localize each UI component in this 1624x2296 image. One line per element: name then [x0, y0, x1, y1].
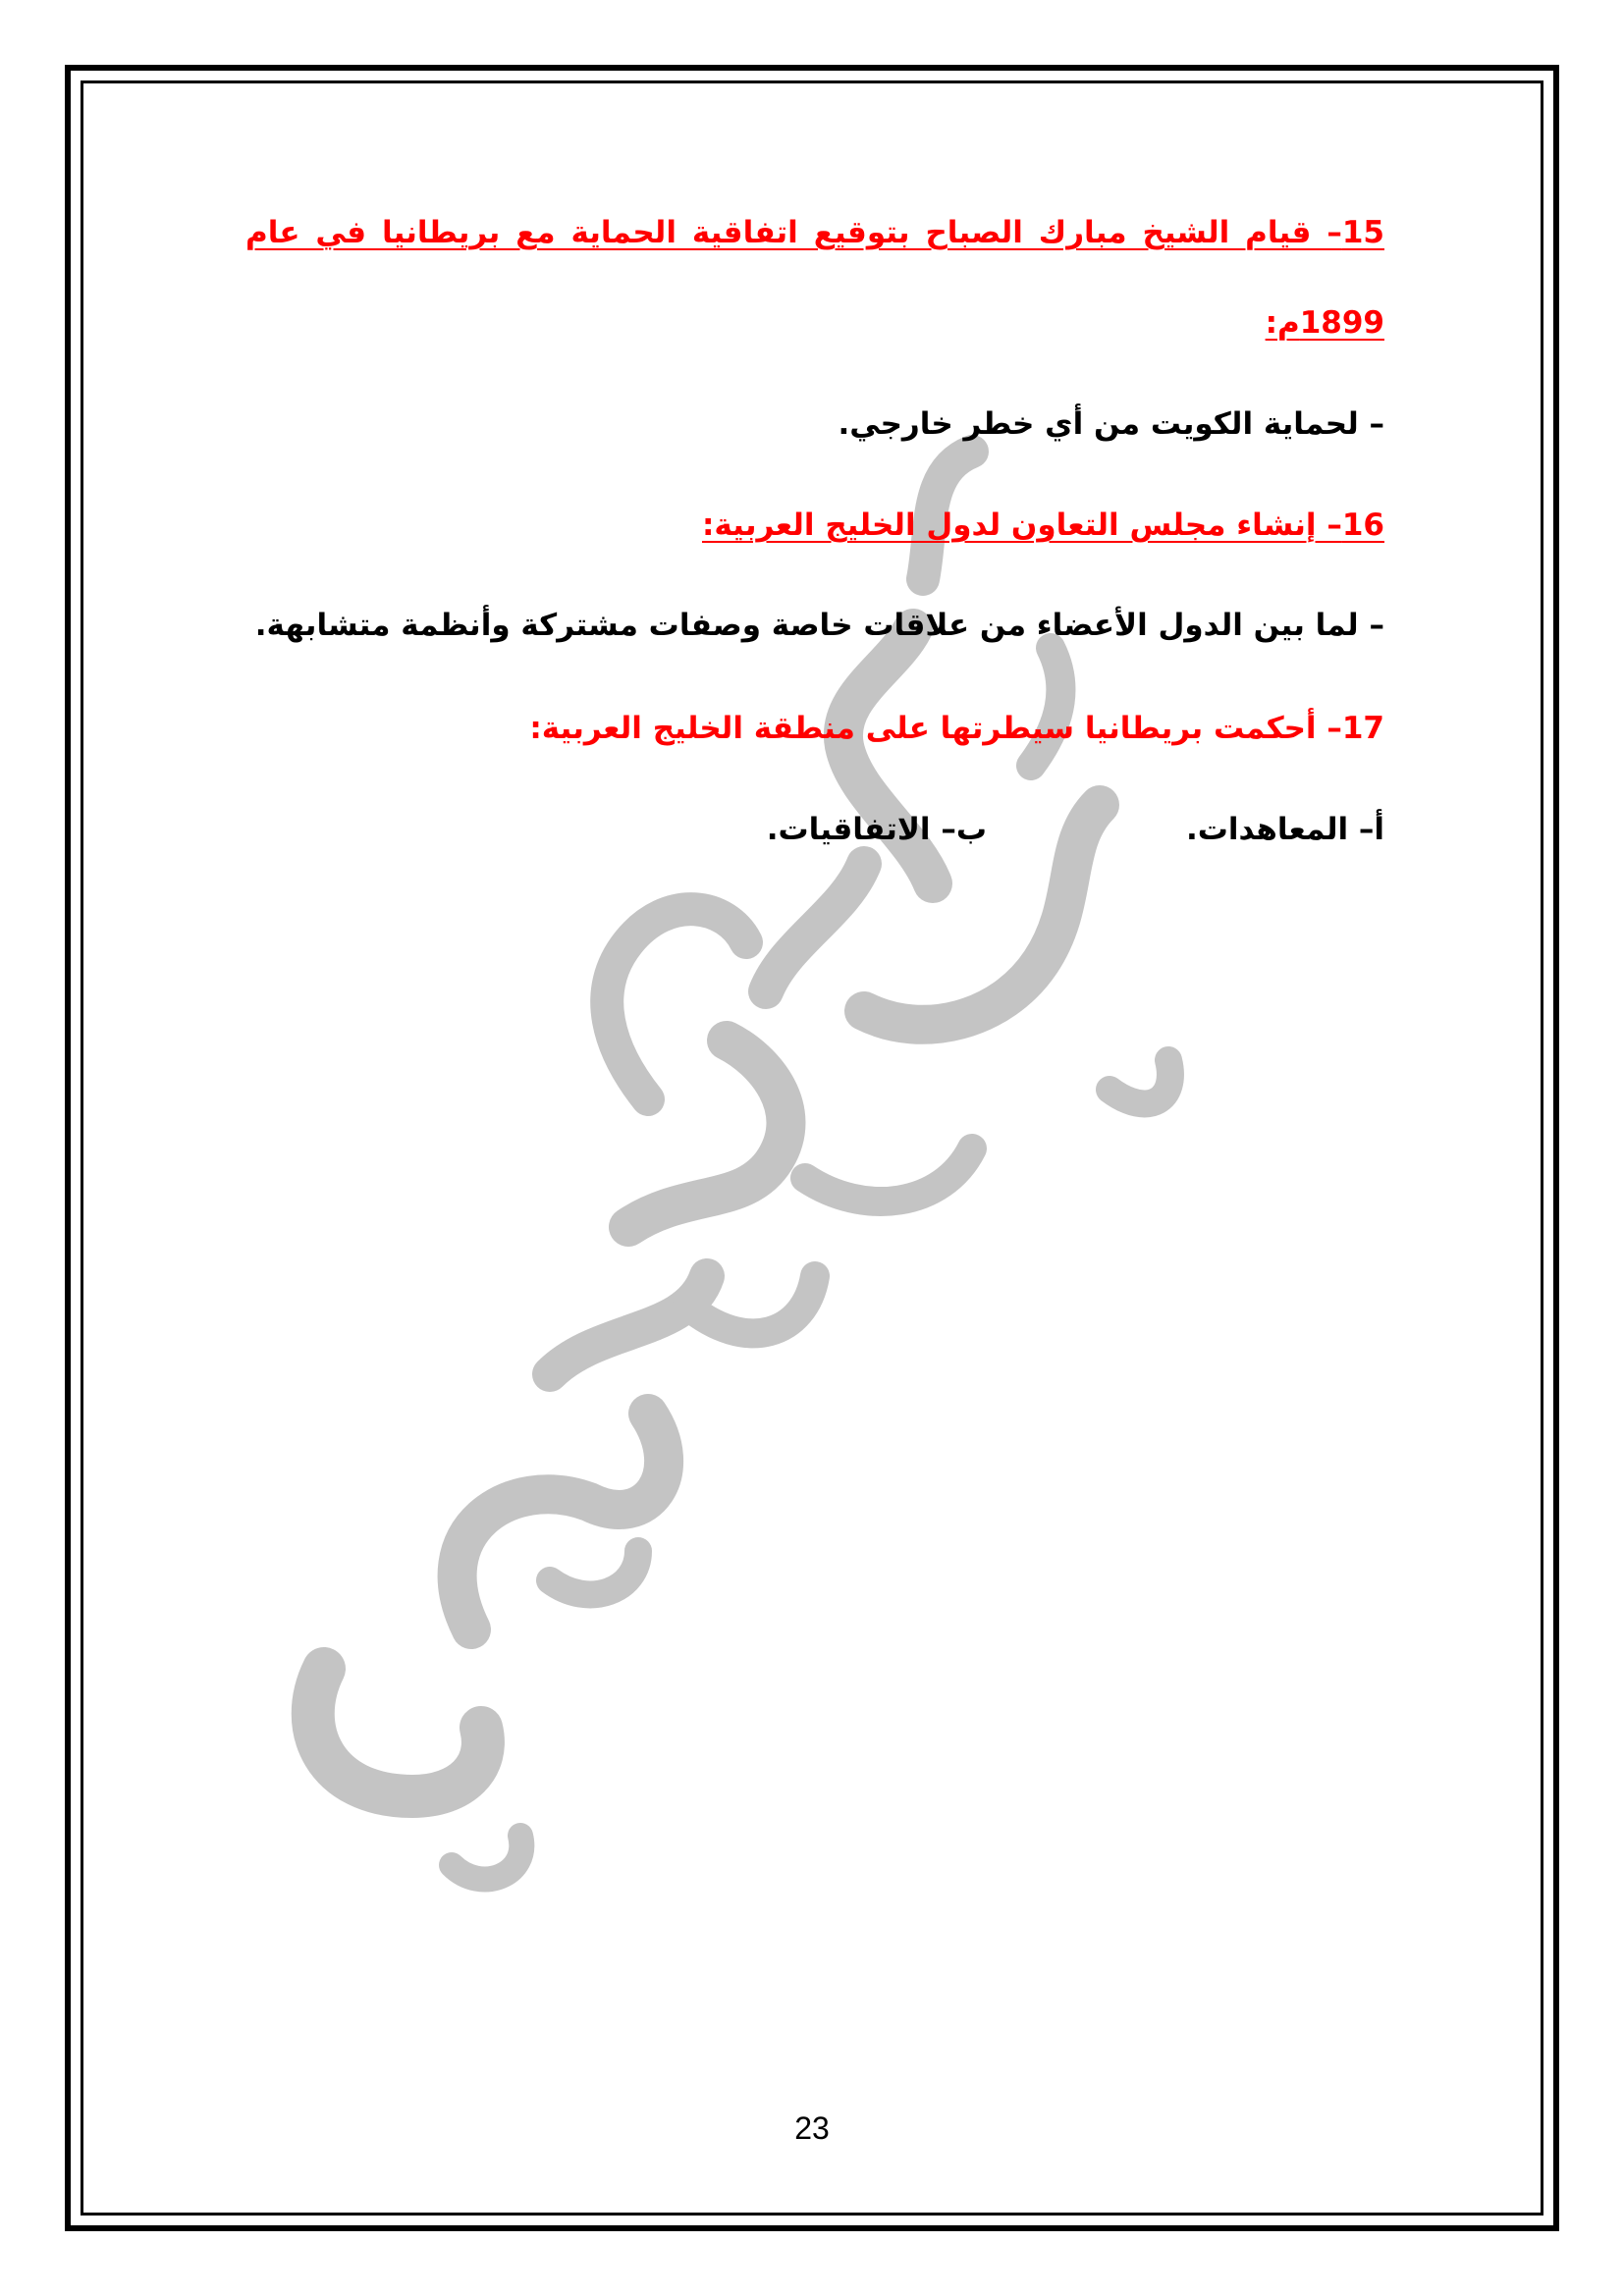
- question-17-option-b: ب– الاتفاقيات.: [766, 812, 987, 847]
- question-16-title: 16– إنشاء مجلس التعاون لدول الخليج العربية:: [701, 507, 1384, 543]
- question-17-option-a: أ– المعاهدات.: [1185, 812, 1384, 847]
- question-17-title: 17– أحكمت بريطانيا سيطرتها على منطقة الخليج العربية:: [529, 711, 1384, 746]
- question-15-answer: – لحماية الكويت من أي خطر خارجي.: [838, 406, 1384, 442]
- question-15-title-line1: 15– قيام الشيخ مبارك الصباح بتوقيع اتفاقية الحماية مع بريطانيا في عام: [245, 215, 1384, 250]
- question-15-title-line2: 1899م:: [1265, 305, 1384, 341]
- page-border-inner: [81, 80, 1543, 2216]
- question-16-answer: – لما بين الدول الأعضاء من علاقات خاصة وصفات مشتركة وأنظمة متشابهة.: [254, 608, 1384, 643]
- page-number: 23: [794, 2110, 830, 2146]
